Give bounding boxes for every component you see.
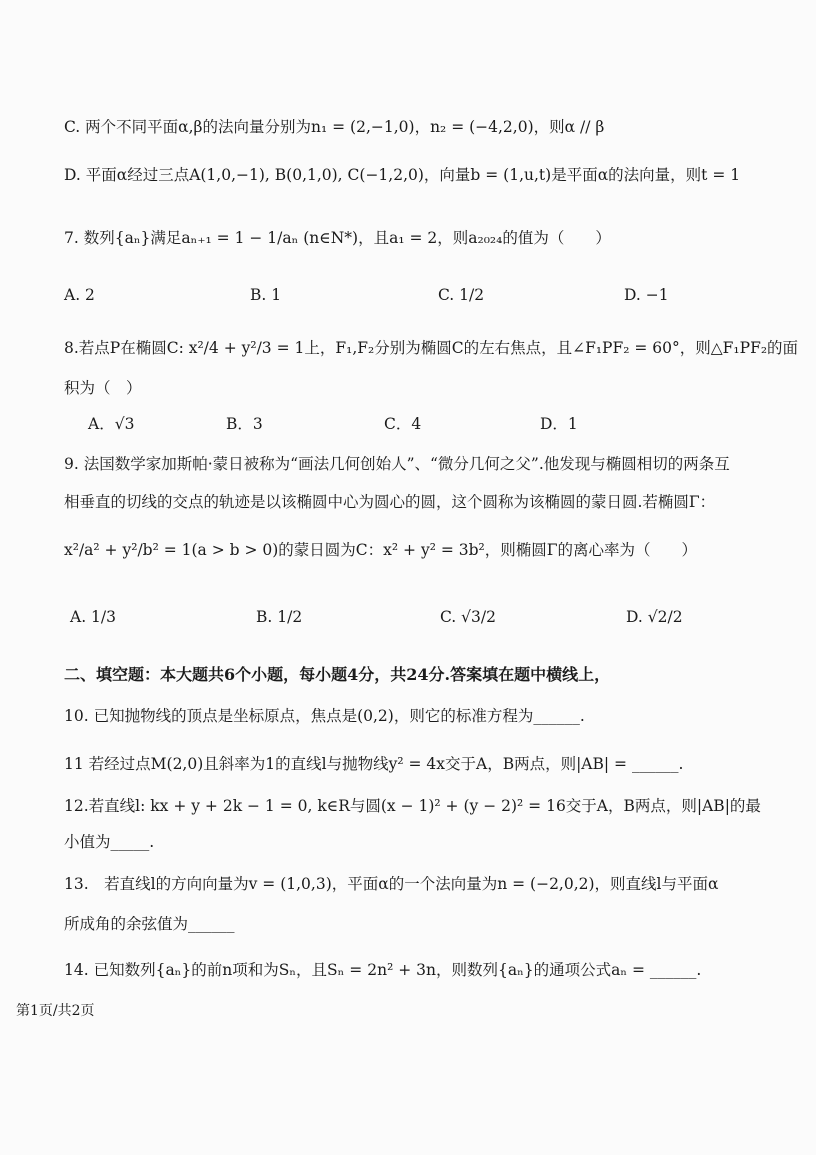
q8-option-c: C．4 (384, 415, 422, 433)
q9-option-b: B. 1/2 (256, 608, 303, 626)
question-11: 11 若经过点M(2,0)且斜率为1的直线l与抛物线y² = 4x交于A，B两点，则|AB| = ______. (64, 755, 684, 773)
question-8-line-2: 积为（ ） (64, 379, 142, 397)
q9-option-c: C. √3/2 (440, 608, 496, 626)
q7-option-a: A. 2 (64, 286, 95, 304)
q9-option-a: A. 1/3 (70, 608, 116, 626)
question-12-line-1: 12.若直线l: kx + y + 2k − 1 = 0, k∈R与圆(x − 1)² + (y − 2)² = 16交于A，B两点，则|AB|的最 (64, 797, 761, 815)
q7-option-b: B. 1 (250, 286, 282, 304)
question-14: 14. 已知数列{aₙ}的前n项和为Sₙ，且Sₙ = 2n² + 3n，则数列{aₙ}的通项公式aₙ = ______. (64, 961, 702, 979)
section-heading-fill-in: 二、填空题：本大题共6个小题，每小题4分，共24分.答案填在题中横线上， (64, 665, 611, 684)
option-d-statement: D. 平面α经过三点A(1,0,−1), B(0,1,0), C(−1,2,0)，向量b = (1,u,t)是平面α的法向量，则t = 1 (64, 166, 741, 184)
question-9-line-1: 9. 法国数学家加斯帕·蒙日被称为“画法几何创始人”、“微分几何之父”.他发现与椭圆相切的两条互 (64, 455, 730, 473)
q7-option-c: C. 1/2 (438, 286, 485, 304)
q8-option-a: A．√3 (88, 415, 135, 433)
question-7: 7. 数列{aₙ}满足aₙ₊₁ = 1 − 1/aₙ (n∈N*)，且a₁ = 2，则a₂₀₂₄的值为（ ） (64, 229, 611, 247)
option-c-statement: C. 两个不同平面α,β的法向量分别为n₁ = (2,−1,0)，n₂ = (−4,2,0)，则α // β (64, 118, 605, 136)
question-10: 10. 已知抛物线的顶点是坐标原点，焦点是(0,2)，则它的标准方程为______. (64, 707, 585, 725)
q7-option-d: D. −1 (624, 286, 669, 304)
page-footer: 第1页/共2页 (16, 1003, 95, 1019)
question-13-line-1: 13. 若直线l的方向向量为v = (1,0,3)，平面α的一个法向量为n = (−2,0,2)，则直线l与平面α (64, 875, 719, 893)
question-13-line-2: 所成角的余弦值为______ (64, 915, 235, 933)
question-9-line-2: 相垂直的切线的交点的轨迹是以该椭圆中心为圆心的圆，这个圆称为该椭圆的蒙日圆.若椭圆Γ： (64, 493, 716, 511)
question-8-line-1: 8.若点P在椭圆C: x²/4 + y²/3 = 1上，F₁,F₂分别为椭圆C的左右焦点，且∠F₁PF₂ = 60°，则△F₁PF₂的面 (64, 339, 799, 357)
question-12-line-2: 小值为_____. (64, 833, 155, 851)
q8-option-d: D．1 (540, 415, 578, 433)
question-9-line-3: x²/a² + y²/b² = 1(a > b > 0)的蒙日圆为C：x² + y² = 3b²，则椭圆Γ的离心率为（ ） (64, 541, 698, 559)
q9-option-d: D. √2/2 (626, 608, 683, 626)
q8-option-b: B．3 (226, 415, 263, 433)
